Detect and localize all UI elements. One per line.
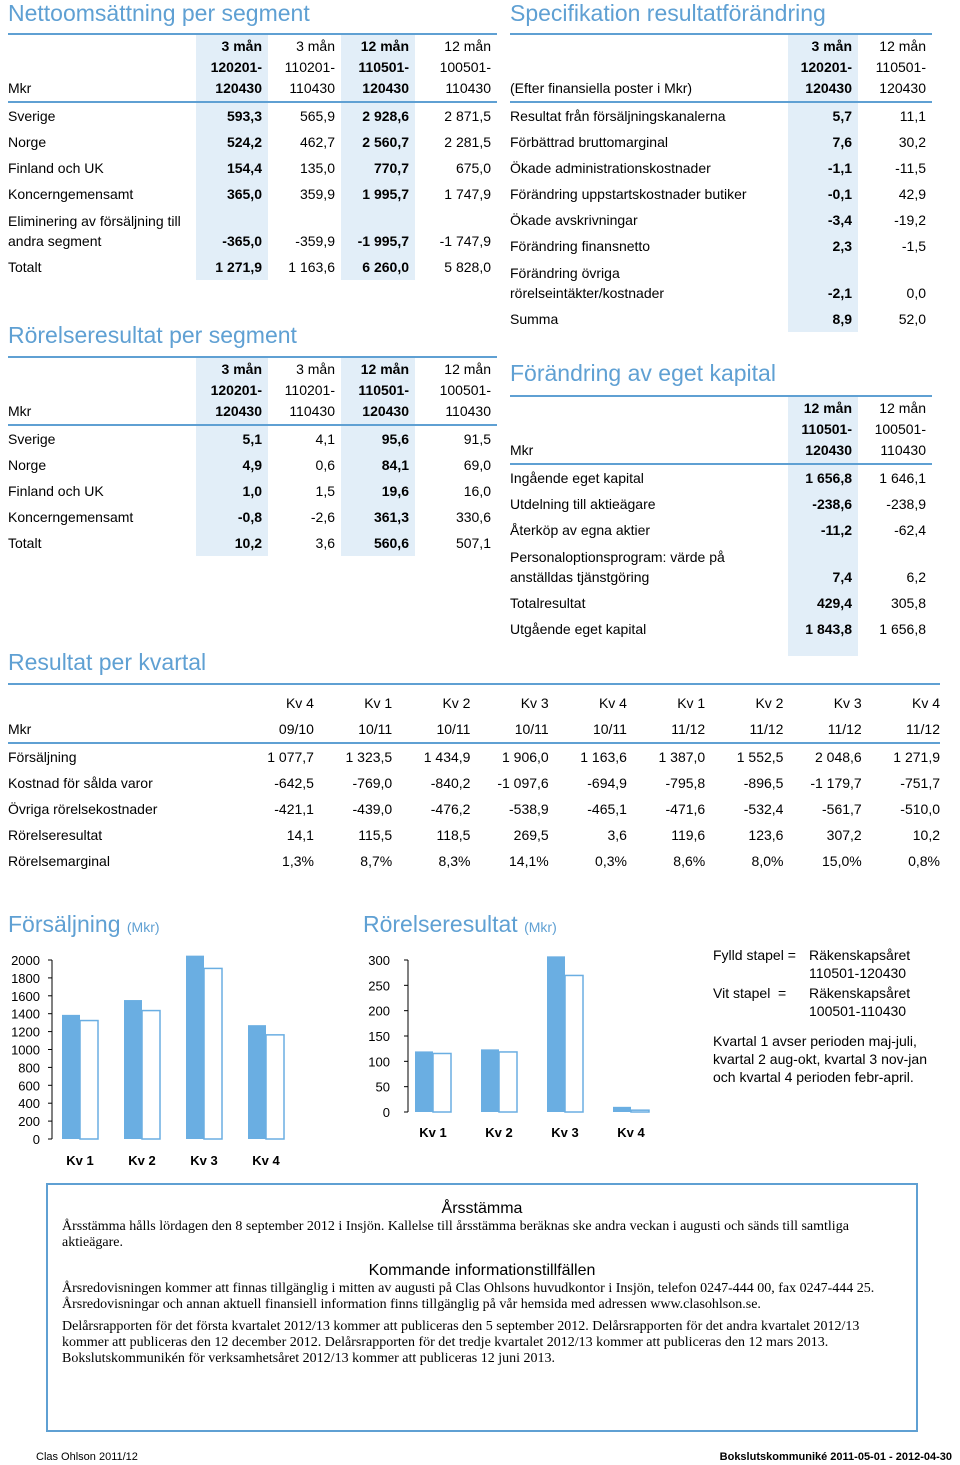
header-col-1: 12 mån 110501- 120430 [788,397,858,464]
table-row: Ökade avskrivningar -3,4 -19,2 [510,207,932,233]
quarterly-rule [8,683,940,685]
table-row: Personaloptionsprogram: värde på anställdas tjänstgöring 7,4 6,2 [510,543,932,590]
table-row: Försäljning 1 077,7 1 323,5 1 434,9 1 906,0 1 163,6 1 387,0 1 552,5 2 048,6 1 271,9 [8,749,940,765]
table-row: Resultat från försäljningskanalerna 5,7 11,1 [510,102,932,129]
chart-legend: Fylld stapel = Räkenskapsåret 110501-120430 Vit stapel = Räkenskapsåret 100501-110430 Kvartal 1 avser perioden maj-juli, kvartal 2 aug-okt, kvartal 3 nov-jan och kvartal 4 perioden febr-april. [713,946,953,1086]
table-row: Utgående eget kapital 1 843,8 1 656,8 [510,616,932,642]
y-tick-label: 1000 [11,1042,40,1058]
y-tick-label: 150 [368,1029,390,1044]
upcoming-text-2: Delårsrapporten för det första kvartalet 2012/13 kommer att publiceras den 5 september 2012. Delårsrapporten för det andra kvartalet 2012/13 kommer att publiceras den 12 december 2012. Delårsrapporten för det tredje kvartalet 2012/13 kommer att publiceras den 12 mars 2013. Bokslutskommunikén för verksamhetsåret 2012/13 kommer att publiceras 12 juni 2013. [62,1319,860,1366]
table-row: Finland och UK 154,4 135,0 770,7 675,0 [8,155,497,181]
bar-white [266,1035,284,1139]
bar-white [565,975,583,1112]
table-row: Summa 8,9 52,0 [510,306,932,332]
bar-filled [613,1107,631,1112]
spec-table [510,35,932,332]
header-col-1: 3 mån 120201- 120430 [788,35,858,102]
bar-filled [248,1025,266,1139]
table-row: Återköp av egna aktier -11,2 -62,4 [510,517,932,543]
bar-filled [481,1049,499,1112]
spec-title: Specifikation resultatförändring [510,0,826,26]
operating-chart-title: Rörelseresultat (Mkr) [363,911,557,937]
y-tick-label: 200 [368,1003,390,1019]
table-row: Sverige 593,3 565,9 2 928,6 2 871,5 [8,102,497,129]
y-tick-label: 300 [368,953,390,968]
header-col-2: 3 mån 110201- 110430 [284,361,335,419]
agm-text: Årsstämma hålls lördagen den 8 september 2012 i Insjön. Kallelse till årsstämma beräknas ske andra veckan i augusti och sänds till samtliga aktieägare. [62,1219,849,1250]
bar-filled [547,956,565,1112]
period-header-row: Mkr 09/10 10/11 10/11 10/11 10/11 11/12 11/12 11/12 11/12 [8,716,940,743]
agm-title: Årsstämma [441,1200,523,1217]
bar-white [499,1052,517,1112]
net-sales-table [8,35,497,280]
table-row: Ingående eget kapital 1 656,8 1 646,1 [510,464,932,491]
table-row: Finland och UK 1,0 1,5 19,6 16,0 [8,478,497,504]
header-col-4: 12 mån 100501- 110430 [439,361,491,419]
x-category-label: Kv 4 [617,1125,645,1140]
equity-table [510,397,932,656]
table-row: Rörelsemarginal 1,3% 8,7% 8,3% 14,1% 0,3% 8,6% 8,0% 15,0% 0,8% [8,853,940,869]
header-col-2: 12 mån 110501- 120430 [875,38,926,96]
table-row: Eliminering av försäljning till andra segment -365,0 -359,9 -1 995,7 -1 747,9 [8,207,497,254]
bar-white [80,1021,98,1139]
y-tick-label: 1400 [11,1006,40,1022]
x-category-label: Kv 4 [252,1153,280,1168]
unit-label: Mkr [510,442,534,458]
table-row: Totalt 10,2 3,6 560,6 507,1 [8,530,497,556]
table-row: Förändring finansnetto 2,3 -1,5 [510,233,932,259]
y-tick-label: 200 [18,1114,40,1130]
y-tick-label: 2000 [11,953,40,968]
y-tick-label: 600 [18,1078,40,1094]
table-row: Totalt 1 271,9 1 163,6 6 260,0 5 828,0 [8,254,497,280]
y-tick-label: 1200 [11,1024,40,1040]
bar-white [204,968,222,1139]
bar-filled [124,1000,142,1139]
header-col-2: 12 mån 100501- 110430 [874,400,926,458]
y-tick-label: 50 [375,1079,390,1095]
bar-white [631,1110,649,1112]
x-category-label: Kv 1 [419,1125,447,1140]
footer-left: Clas Ohlson 2011/12 [36,1451,138,1463]
x-category-label: Kv 3 [190,1153,218,1168]
header-col-2: 3 mån 110201- 110430 [284,38,335,96]
table-row: Förändring uppstartskostnader butiker -0,1 42,9 [510,181,932,207]
table-row: Ökade administrationskostnader -1,1 -11,5 [510,155,932,181]
table-row: Koncerngemensamt -0,8 -2,6 361,3 330,6 [8,504,497,530]
quarterly-table [8,690,940,874]
table-row: Kostnad för sålda varor -642,5 -769,0 -840,2 -1 097,6 -694,9 -795,8 -896,5 -1 179,7 -751,7 [8,775,940,791]
y-tick-label: 400 [18,1096,40,1112]
header-col-3: 12 mån 110501- 120430 [341,35,415,102]
bar-white [142,1011,160,1139]
net-sales-title: Nettoomsättning per segment [8,0,310,26]
info-box [46,1183,918,1432]
unit-label: Mkr [8,80,32,96]
table-row: Förändring övriga rörelseintäkter/kostnader -2,1 0,0 [510,259,932,306]
table-row: Utdelning till aktieägare -238,6 -238,9 [510,491,932,517]
operating-result-title: Rörelseresultat per segment [8,322,297,348]
x-category-label: Kv 2 [485,1125,513,1140]
unit-label: (Efter finansiella poster i Mkr) [510,80,693,96]
y-tick-label: 800 [18,1060,40,1076]
unit-label: Mkr [8,403,32,419]
header-col-1: 3 mån 120201- 120430 [196,358,268,425]
bar-filled [415,1051,433,1112]
sales-chart [0,940,320,1175]
y-tick-label: 0 [382,1105,390,1120]
header-col-4: 12 mån 100501- 110430 [439,38,491,96]
bar-filled [62,1015,80,1139]
table-row: Sverige 5,1 4,1 95,6 91,5 [8,425,497,452]
equity-title: Förändring av eget kapital [510,360,776,386]
bar-white [433,1053,451,1112]
upcoming-text-1: Årsredovisningen kommer att finnas tillgänglig i mitten av augusti på Clas Ohlsons huvudkontor i Insjön, telefon 0247-444 00, fax 0247-444 25. Årsredovisningar och annan aktuell finansiell information finns tillgänglig på vår hemsida med adressen www.clasohlson.se. [62,1281,875,1312]
table-row: Totalresultat 429,4 305,8 [510,590,932,616]
header-col-3: 12 mån 110501- 120430 [341,358,415,425]
y-tick-label: 1600 [11,988,40,1004]
y-tick-label: 250 [368,978,390,994]
table-row: Norge 4,9 0,6 84,1 69,0 [8,452,497,478]
table-row: Rörelseresultat 14,1 115,5 118,5 269,5 3,6 119,6 123,6 307,2 10,2 [8,827,940,843]
bar-filled [186,956,204,1139]
y-tick-label: 100 [368,1054,390,1070]
x-category-label: Kv 2 [128,1153,156,1168]
footer-right: Bokslutskommuniké 2011-05-01 - 2012-04-30 [719,1451,952,1463]
header-col-1: 3 mån 120201- 120430 [196,35,268,102]
operating-result-chart [355,940,675,1150]
x-category-label: Kv 3 [551,1125,579,1140]
table-row: Förbättrad bruttomarginal 7,6 30,2 [510,129,932,155]
table-row: Norge 524,2 462,7 2 560,7 2 281,5 [8,129,497,155]
sales-chart-title: Försäljning (Mkr) [8,911,160,937]
x-category-label: Kv 1 [66,1153,94,1168]
quarter-note: Kvartal 1 avser perioden maj-juli, kvartal 2 aug-okt, kvartal 3 nov-jan och kvartal 4 perioden febr-april. [713,1033,927,1085]
upcoming-title: Kommande informationstillfällen [368,1262,596,1279]
y-tick-label: 0 [32,1132,40,1147]
table-row: Koncerngemensamt 365,0 359,9 1 995,7 1 747,9 [8,181,497,207]
quarterly-title: Resultat per kvartal [8,649,207,675]
table-row: Övriga rörelsekostnader -421,1 -439,0 -476,2 -538,9 -465,1 -471,6 -532,4 -561,7 -510,0 [8,801,940,817]
y-tick-label: 1800 [11,970,40,986]
operating-result-table [8,358,497,556]
quarter-header-row: Kv 4 Kv 1 Kv 2 Kv 3 Kv 4 Kv 1 Kv 2 Kv 3 Kv 4 [285,695,940,711]
